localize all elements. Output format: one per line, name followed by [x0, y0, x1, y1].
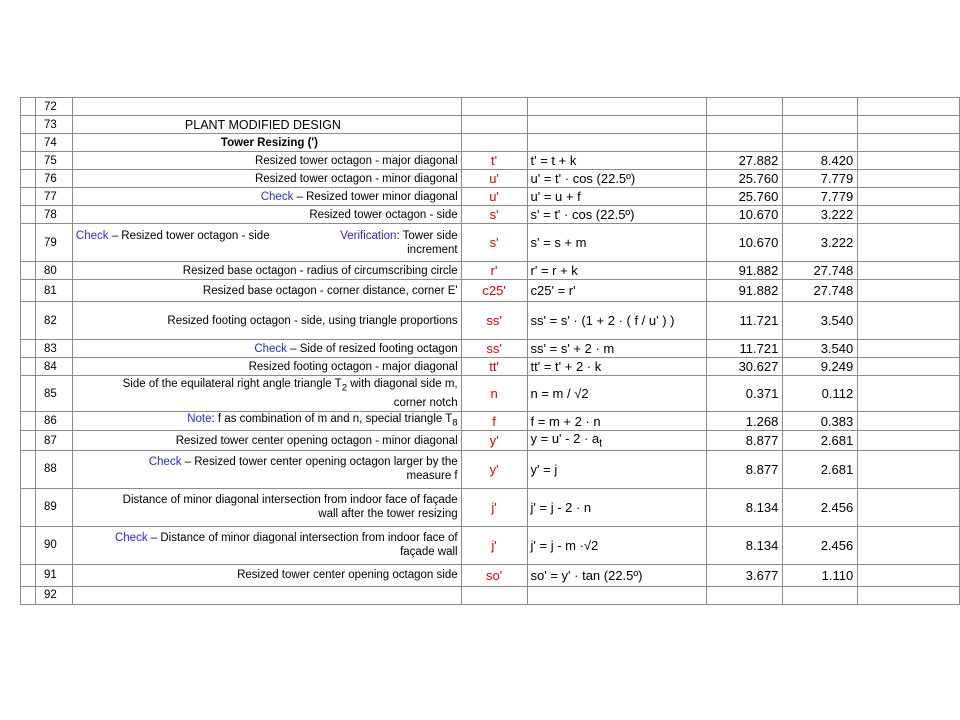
section-title[interactable]: PLANT MODIFIED DESIGN — [72, 116, 461, 134]
check-label: Check — [254, 342, 287, 355]
section-subtitle[interactable]: Tower Resizing (') — [72, 134, 461, 152]
table-row: 76 Resized tower octagon - minor diagonal u' u' = t' · cos (22.5º) 25.760 7.779 — [21, 170, 960, 188]
table-row: 84 Resized footing octagon - major diagonal tt' tt' = t' + 2 · k 30.627 9.249 — [21, 358, 960, 376]
verification-label: Verification — [340, 229, 397, 242]
table-row: 78 Resized tower octagon - side s' s' = t' · cos (22.5º) 10.670 3.222 — [21, 206, 960, 224]
table-row: 83 Check – Side of resized footing octagon ss' ss' = s' + 2 · m 11.721 3.540 — [21, 340, 960, 358]
table-row: 88 Check – Resized tower center opening octagon larger by the measure f y' y' = j 8.877 2.681 — [21, 450, 960, 488]
check-label: Check — [114, 532, 148, 545]
table-row: 80 Resized base octagon - radius of circumscribing circle r' r' = r + k 91.882 27.748 — [21, 262, 960, 280]
table-row: 75 Resized tower octagon - major diagonal t' t' = t + k 27.882 8.420 — [21, 152, 960, 170]
table-row: 89 Distance of minor diagonal intersection from indoor face of façade wall after the tower resizing j' j' = j - 2 · n 8.134 2.456 — [21, 488, 960, 526]
check-label: Check — [148, 456, 182, 469]
table-row: 85 Side of the equilateral right angle triangle $T_2$ with diagonal side m, corner notch n n = m / √2 0.371 0.112 — [21, 376, 960, 412]
table-row: 87 Resized tower center opening octagon - minor diagonal y' $y = u' - 2 \cdot a_t$ 8.877 2.681 — [21, 431, 960, 451]
table-row: 92 — [21, 586, 960, 604]
table-row: 91 Resized tower center opening octagon side so' so' = y' · tan (22.5º) 3.677 1.110 — [21, 564, 960, 586]
table-row: 81 Resized base octagon - corner distance, corner E' c25' c25' = r' 91.882 27.748 — [21, 280, 960, 302]
check-label: Check — [260, 190, 294, 203]
table-row: 77 Check – Resized tower minor diagonal u' u' = u + f 25.760 7.779 — [21, 188, 960, 206]
check-label: Check — [75, 229, 109, 242]
table-row: 72 — [21, 98, 960, 116]
table-row: 90 Check – Distance of minor diagonal intersection from indoor face of façade wall j' j' = j - m ·√2 8.134 2.456 — [21, 526, 960, 564]
table-row: 73 PLANT MODIFIED DESIGN — [21, 116, 960, 134]
table-row: 74 Tower Resizing (') — [21, 134, 960, 152]
table-row: 82 Resized footing octagon - side, using triangle proportions ss' ss' = s' · (1 + 2 · ( f / u' ) ) 11.721 3.540 — [21, 302, 960, 340]
table-row: 86 Note: f as combination of m and n, special triangle $T_8$ f f = m + 2 · n 1.268 0.383 — [21, 412, 960, 431]
spreadsheet-table — [20, 97, 960, 605]
note-label: Note — [187, 413, 212, 425]
table-row: 79 Check – Resized tower octagon - side Verification: Tower side increment s' s' = s + m 10.670 3.222 — [21, 224, 960, 262]
